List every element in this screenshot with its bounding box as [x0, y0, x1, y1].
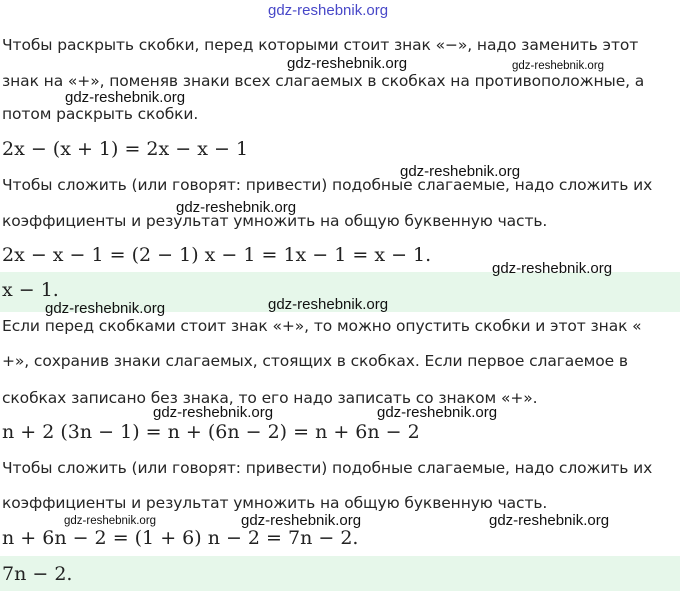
watermark: gdz-reshebnik.org — [492, 260, 613, 277]
watermark: gdz-reshebnik.org — [241, 512, 362, 529]
rule-minus-line-3: потом раскрыть скобки. — [2, 105, 199, 123]
combine-rule-line-2: коэффициенты и результат умножить на общую буквенную часть. — [2, 212, 548, 230]
watermark: gdz-reshebnik.org — [64, 515, 157, 527]
watermark: gdz-reshebnik.org — [512, 60, 605, 72]
watermark: gdz-reshebnik.org — [176, 199, 297, 216]
watermark: gdz-reshebnik.org — [268, 2, 389, 19]
watermark: gdz-reshebnik.org — [268, 296, 389, 313]
expression-2a: n + 2 (3n − 1) = n + (6n − 2) = n + 6n − 2 — [2, 421, 420, 443]
watermark: gdz-reshebnik.org — [65, 89, 186, 106]
rule-plus-line-2: +», сохранив знаки слагаемых, стоящих в скобках. Если первое слагаемое в — [2, 352, 628, 370]
answer-2: 7n − 2. — [2, 563, 73, 585]
watermark: gdz-reshebnik.org — [153, 404, 274, 421]
rule-minus-line-2: знак на «+», поменяв знаки всех слагаемых в скобках на противоположные, а — [2, 72, 645, 90]
expression-1b: 2x − x − 1 = (2 − 1) x − 1 = 1x − 1 = x − 1. — [2, 244, 432, 266]
watermark: gdz-reshebnik.org — [400, 163, 521, 180]
rule-plus-line-1: Если перед скобками стоит знак «+», то можно опустить скобки и этот знак « — [2, 317, 642, 335]
expression-1a: 2x − (x + 1) = 2x − x − 1 — [2, 138, 249, 160]
combine-rule-line-1: Чтобы сложить (или говорят: привести) подобные слагаемые, надо сложить их — [2, 176, 653, 194]
answer-band-2 — [0, 556, 680, 591]
watermark: gdz-reshebnik.org — [489, 512, 610, 529]
watermark: gdz-reshebnik.org — [377, 404, 498, 421]
watermark: gdz-reshebnik.org — [45, 300, 166, 317]
combine-rule-line-3: Чтобы сложить (или говорят: привести) подобные слагаемые, надо сложить их — [2, 459, 653, 477]
answer-1: x − 1. — [2, 279, 59, 301]
expression-2b: n + 6n − 2 = (1 + 6) n − 2 = 7n − 2. — [2, 527, 359, 549]
combine-rule-line-4: коэффициенты и результат умножить на общую буквенную часть. — [2, 494, 548, 512]
rule-plus-line-3: скобках записано без знака, то его надо записать со знаком «+». — [2, 389, 538, 407]
watermark: gdz-reshebnik.org — [287, 55, 408, 72]
rule-minus-line-1: Чтобы раскрыть скобки, перед которыми стоит знак «−», надо заменить этот — [2, 36, 639, 54]
